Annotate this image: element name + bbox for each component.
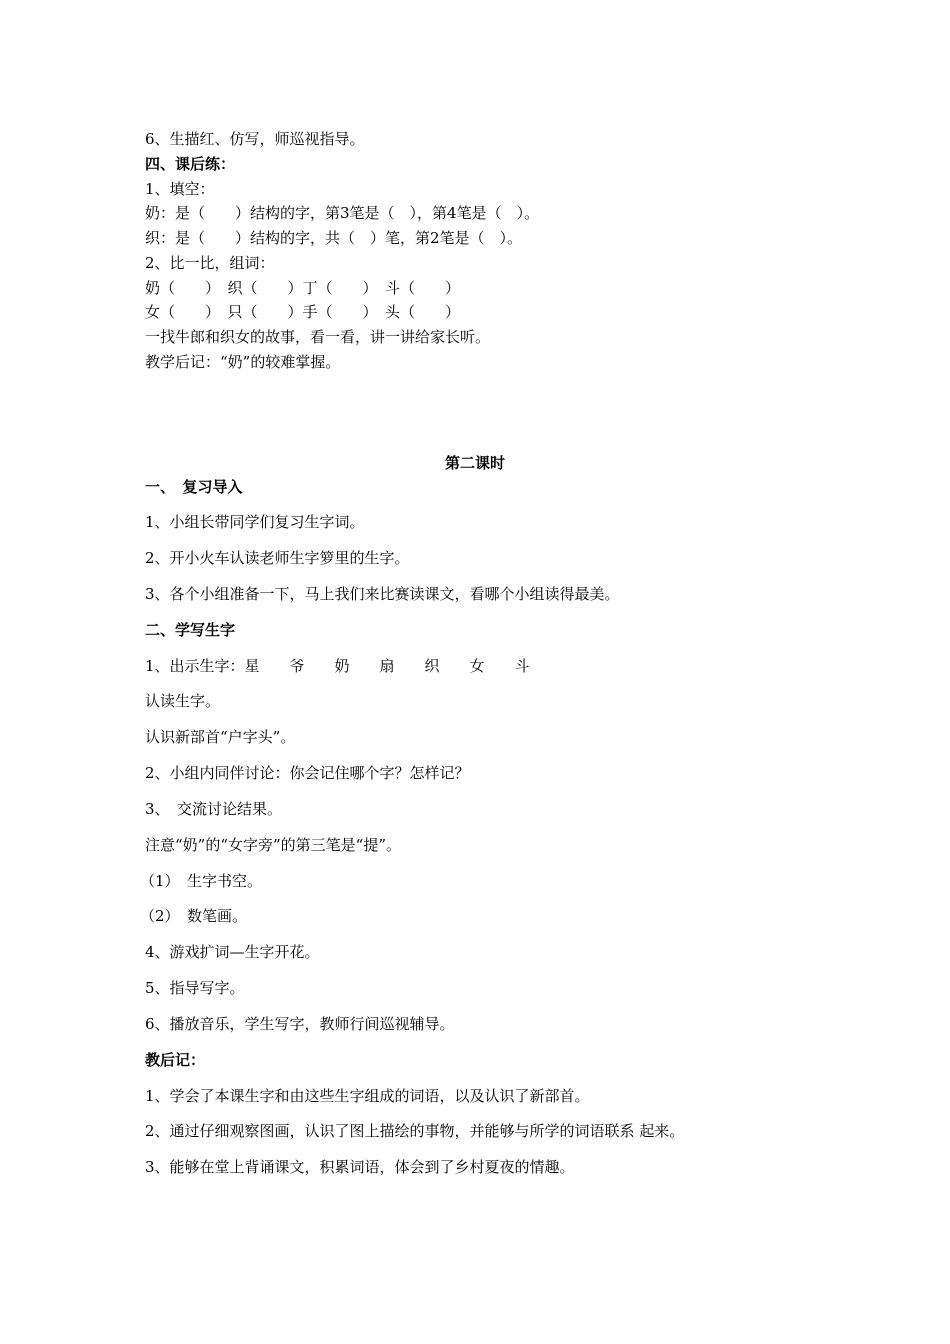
section-heading-afterword: 教后记：	[145, 1051, 206, 1069]
fill-blank-heading: 1、填空：	[145, 180, 215, 198]
step-6-line: 6、生描红、仿写，师巡视指导。	[145, 130, 365, 148]
writing-item-4: 4、游戏扩词—生字开花。	[145, 943, 320, 961]
writing-sub-2: （2） 数笔画。	[140, 907, 248, 925]
writing-sub-1: （1） 生字书空。	[140, 872, 263, 890]
fill-blank-nai: 奶：是（ ）结构的字，第3笔是（ ），第4笔是（ ）。	[145, 204, 540, 222]
compare-heading: 2、比一比，组词：	[145, 254, 275, 272]
fill-blank-zhi: 织：是（ ）结构的字，共（ ）笔，第2笔是（ ）。	[145, 229, 523, 247]
lesson-title: 第二课时	[444, 454, 505, 472]
section-heading-homework: 四、课后练：	[145, 155, 236, 173]
teaching-note-line: 教学后记：“奶”的较难掌握。	[145, 353, 341, 371]
writing-item-1: 1、出示生字：星 爷 奶 扇 织 女 斗	[145, 657, 530, 675]
writing-item-5: 5、指导写字。	[145, 979, 245, 997]
section-heading-writing: 二、学写生字	[145, 621, 236, 639]
compare-row-2: 女（ ） 只（ ）手（ ） 头（ ）	[145, 303, 461, 321]
writing-item-2: 2、小组内同伴讨论：你会记住哪个字？怎样记？	[145, 764, 470, 782]
story-task-line: 一找牛郎和织女的故事，看一看，讲一讲给家长听。	[145, 328, 491, 346]
writing-item-3: 3、 交流讨论结果。	[145, 800, 283, 818]
writing-note-line: 注意“奶”的“女字旁”的第三笔是“提”。	[145, 836, 402, 854]
afterword-item-2: 2、通过仔细观察图画，认识了图上描绘的事物，并能够与所学的词语联系 起来。	[145, 1122, 685, 1140]
review-item-3: 3、各个小组准备一下，马上我们来比赛读课文，看哪个小组读得最美。	[145, 585, 620, 603]
review-item-1: 1、小组长带同学们复习生字词。	[145, 513, 365, 531]
writing-item-6: 6、播放音乐，学生写字，教师行间巡视辅导。	[145, 1015, 455, 1033]
afterword-item-1: 1、学会了本课生字和由这些生字组成的词语，以及认识了新部首。	[145, 1087, 590, 1105]
section-heading-review: 一、 复习导入	[145, 478, 243, 496]
writing-radical-line: 认识新部首“户字头”。	[145, 728, 296, 746]
writing-read-line: 认读生字。	[145, 692, 221, 710]
compare-row-1: 奶（ ） 织（ ）丁（ ） 斗（ ）	[145, 279, 461, 297]
review-item-2: 2、开小火车认读老师生字箩里的生字。	[145, 549, 410, 567]
afterword-item-3: 3、能够在堂上背诵课文，积累词语，体会到了乡村夏夜的情趣。	[145, 1158, 575, 1176]
